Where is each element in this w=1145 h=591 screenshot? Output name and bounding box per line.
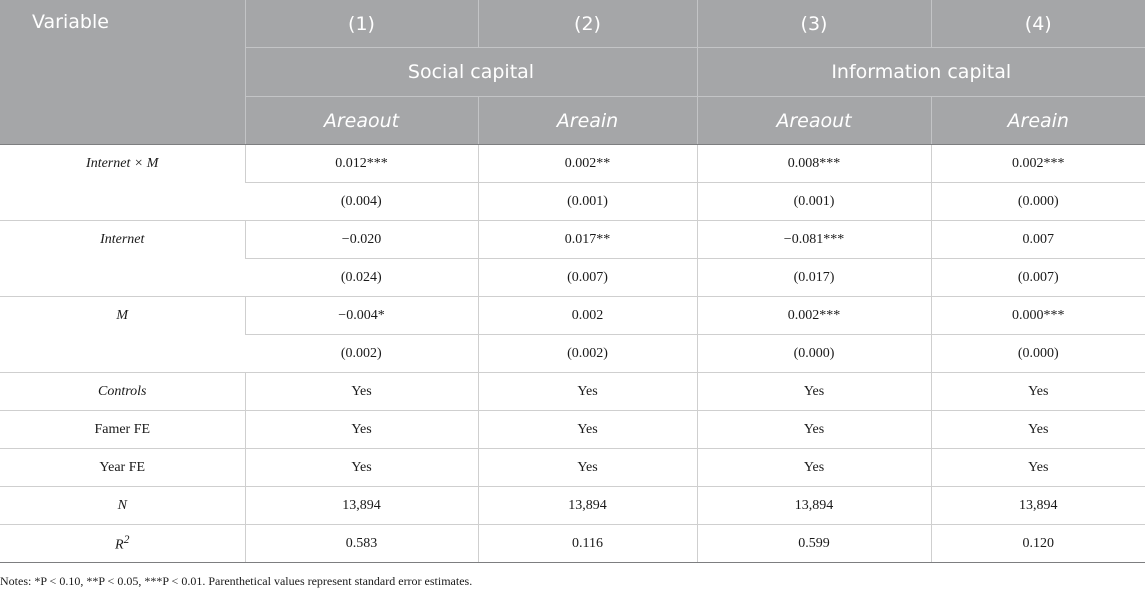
coef-cell: 0.002*** [697,297,931,335]
value-cell: Yes [697,373,931,411]
value-cell: Yes [478,373,697,411]
coef-cell: −0.081*** [697,221,931,259]
se-cell: (0.004) [245,183,478,221]
value-cell: 0.120 [931,525,1145,563]
value-cell: 13,894 [697,487,931,525]
value-cell: Yes [697,449,931,487]
column-header-1: (1) [245,0,478,48]
row-label-year-fe: Year FE [0,449,245,487]
table-row [0,221,1145,259]
r-squared-superscript: 2 [123,533,130,547]
value-cell: 0.599 [697,525,931,563]
table-row [0,411,1145,449]
se-cell: (0.007) [931,259,1145,297]
se-cell: (0.007) [478,259,697,297]
coef-cell: 0.017** [478,221,697,259]
coef-cell: 0.008*** [697,145,931,183]
se-cell: (0.002) [478,335,697,373]
column-header-4: (4) [931,0,1145,48]
value-cell: Yes [931,449,1145,487]
column-header-3: (3) [697,0,931,48]
se-cell: (0.000) [931,183,1145,221]
row-label-internet-x-m: Internet × M [0,145,245,221]
column-header-2: (2) [478,0,697,48]
group-header-social-capital: Social capital [245,48,697,97]
row-label-n: N [0,487,245,525]
dependent-header-1: Areaout [245,97,478,145]
table-notes: Notes: *P < 0.10, **P < 0.05, ***P < 0.01. Parenthetical values represent standard error estimates. [0,574,473,588]
table-row [0,297,1145,335]
value-cell: Yes [931,411,1145,449]
row-label-controls: Controls [0,373,245,411]
dependent-header-2: Areain [478,97,697,145]
dependent-header-3: Areaout [697,97,931,145]
value-cell: 13,894 [931,487,1145,525]
value-cell: Yes [245,411,478,449]
se-cell: (0.002) [245,335,478,373]
value-cell: 0.583 [245,525,478,563]
row-label-m: M [0,297,245,373]
se-cell: (0.024) [245,259,478,297]
coef-cell: 0.002*** [931,145,1145,183]
value-cell: Yes [478,449,697,487]
se-cell: (0.001) [478,183,697,221]
value-cell: Yes [245,449,478,487]
row-label-farmer-fe: Famer FE [0,411,245,449]
value-cell: Yes [697,411,931,449]
table-row [0,145,1145,183]
table-row [0,487,1145,525]
header-row-columns [0,0,1145,48]
table-row [0,449,1145,487]
row-label-r-squared [0,525,245,563]
coef-cell: −0.020 [245,221,478,259]
table-body [0,145,1145,563]
table-row [0,373,1145,411]
se-cell: (0.017) [697,259,931,297]
value-cell: Yes [245,373,478,411]
coef-cell: 0.012*** [245,145,478,183]
group-header-information-capital: Information capital [697,48,1145,97]
value-cell: 13,894 [245,487,478,525]
table-row [0,525,1145,563]
value-cell: Yes [931,373,1145,411]
se-cell: (0.001) [697,183,931,221]
row-label-internet: Internet [0,221,245,297]
variable-header: Variable [0,0,245,145]
coef-cell: 0.000*** [931,297,1145,335]
dependent-header-4: Areain [931,97,1145,145]
coef-cell: 0.007 [931,221,1145,259]
coef-cell: 0.002 [478,297,697,335]
se-cell: (0.000) [697,335,931,373]
value-cell: 0.116 [478,525,697,563]
coef-cell: 0.002** [478,145,697,183]
coef-cell: −0.004* [245,297,478,335]
value-cell: 13,894 [478,487,697,525]
se-cell: (0.000) [931,335,1145,373]
r-squared-base: R [115,537,124,553]
value-cell: Yes [478,411,697,449]
table-header [0,0,1145,145]
